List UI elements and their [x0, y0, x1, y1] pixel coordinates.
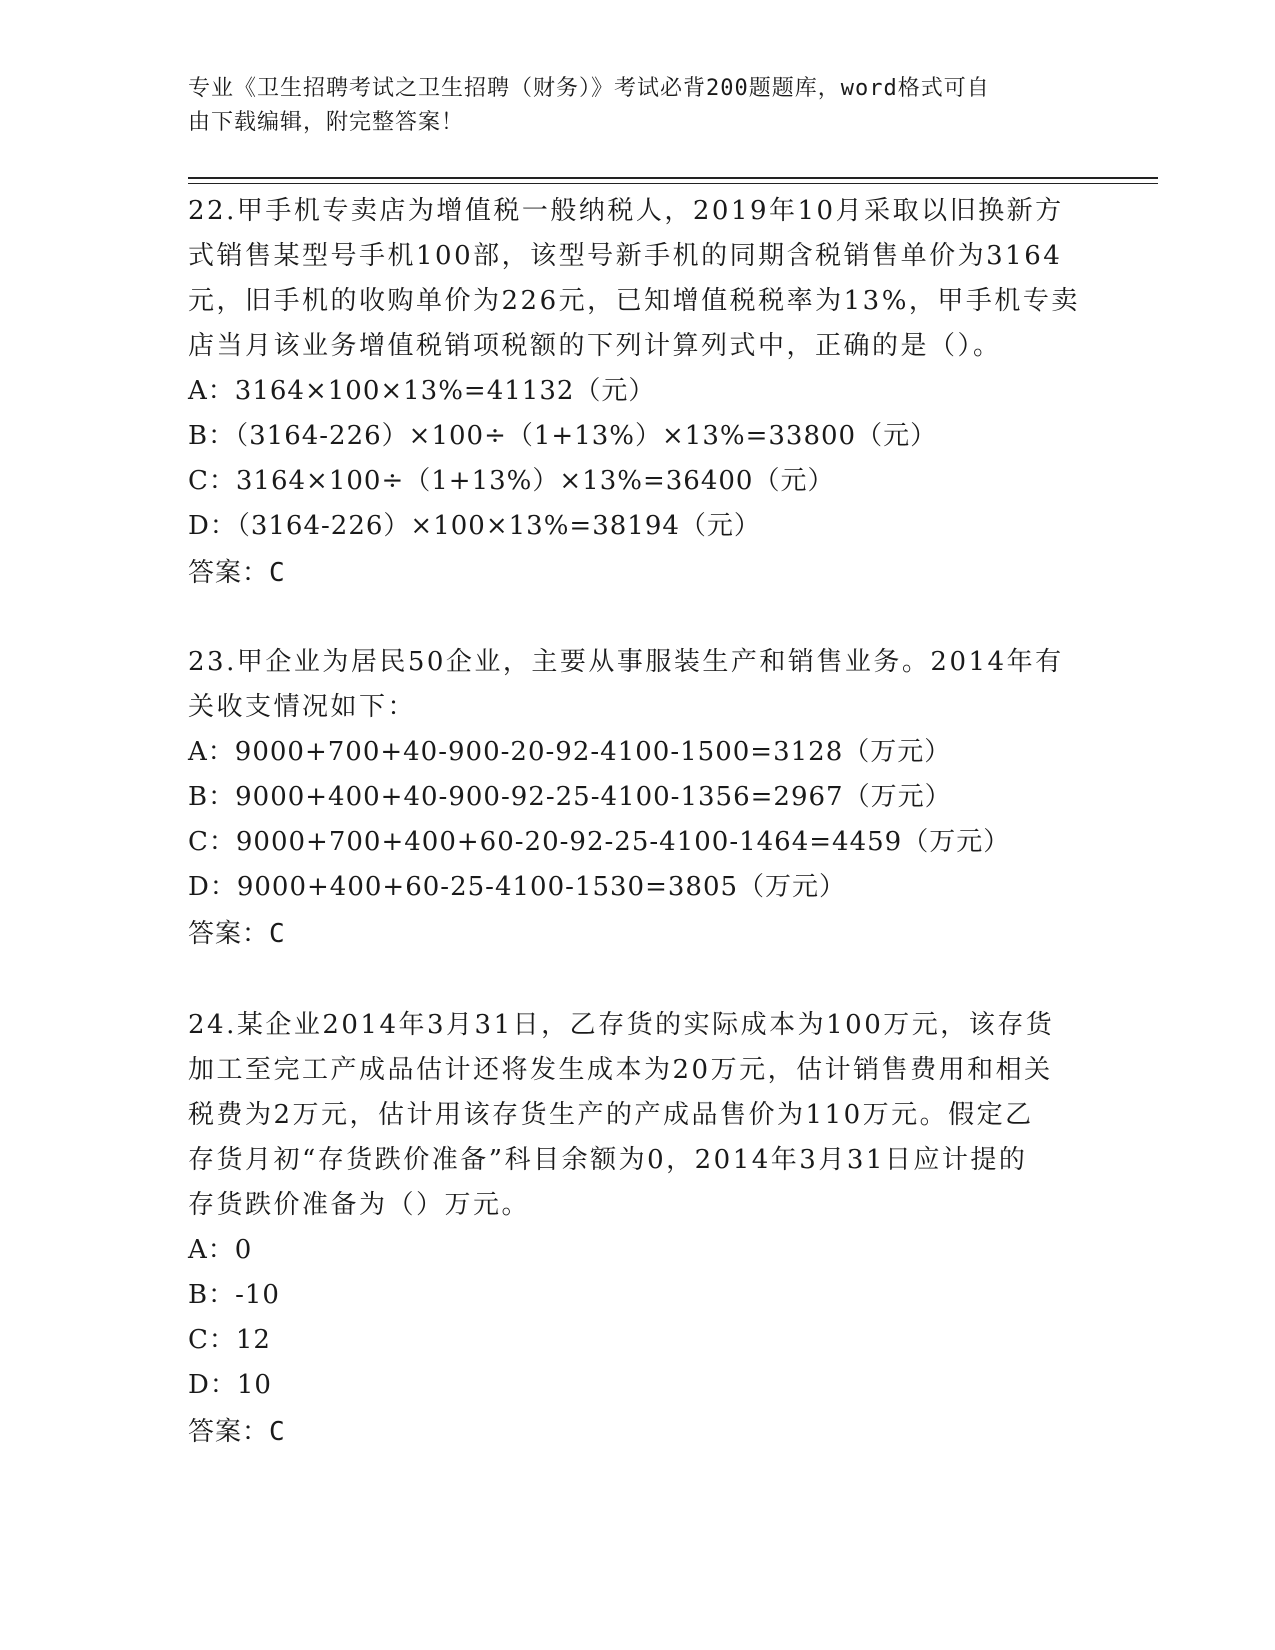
option-a: A：3164×100×13%=41132（元）: [188, 376, 656, 406]
question-24: [188, 1003, 1088, 1456]
question-stem-line: 22.甲手机专卖店为增值税一般纳税人，2019年10月采取以旧换新方: [188, 196, 1064, 226]
question-22: [188, 189, 1088, 597]
option-c: C：3164×100÷（1+13%）×13%=36400（元）: [188, 466, 835, 496]
option-d: D：10: [188, 1370, 272, 1400]
option-a: A：9000+700+40-900-20-92-4100-1500=3128（万元）: [188, 737, 952, 767]
question-stem-line: 加工至完工产成品估计还将发生成本为20万元，估计销售费用和相关: [188, 1055, 1053, 1085]
option-b: B：-10: [188, 1280, 280, 1310]
header-line-2: 由下载编辑，附完整答案！: [188, 110, 465, 135]
answer-line: 答案：C: [188, 1417, 286, 1447]
question-stem-line: 存货跌价准备为（）万元。: [188, 1190, 531, 1220]
question-stem-line: 关收支情况如下：: [188, 692, 417, 722]
header-divider-thick: [188, 177, 1158, 179]
question-stem-line: 24.某企业2014年3月31日，乙存货的实际成本为100万元，该存货: [188, 1010, 1055, 1040]
question-stem-line: 税费为2万元，估计用该存货生产的产成品售价为110万元。假定乙: [188, 1100, 1034, 1130]
document-header: [188, 72, 1068, 140]
question-stem-line: 23.甲企业为居民50企业，主要从事服装生产和销售业务。2014年有: [188, 647, 1064, 677]
question-stem-line: 式销售某型号手机100部，该型号新手机的同期含税销售单价为3164: [188, 241, 1063, 271]
header-line-1: 专业《卫生招聘考试之卫生招聘（财务）》考试必背200题题库，word格式可自: [188, 76, 990, 101]
option-a: A：0: [188, 1235, 253, 1265]
option-d: D：9000+400+60-25-4100-1530=3805（万元）: [188, 872, 847, 902]
option-c: C：12: [188, 1325, 271, 1355]
question-23: [188, 640, 1088, 958]
option-b: B：（3164-226）×100÷（1+13%）×13%=33800（元）: [188, 421, 938, 451]
answer-line: 答案：C: [188, 919, 286, 949]
question-stem-line: 元，旧手机的收购单价为226元，已知增值税税率为13%，甲手机专卖: [188, 286, 1080, 316]
question-stem-line: 店当月该业务增值税销项税额的下列计算列式中，正确的是（）。: [188, 331, 1002, 361]
option-c: C：9000+700+400+60-20-92-25-4100-1464=4459（万元）: [188, 827, 1011, 857]
option-b: B：9000+400+40-900-92-25-4100-1356=2967（万元）: [188, 782, 952, 812]
header-divider-thin: [188, 183, 1158, 184]
question-stem-line: 存货月初“存货跌价准备”科目余额为0，2014年3月31日应计提的: [188, 1145, 1028, 1175]
answer-line: 答案：C: [188, 558, 286, 588]
option-d: D：（3164-226）×100×13%=38194（元）: [188, 511, 761, 541]
